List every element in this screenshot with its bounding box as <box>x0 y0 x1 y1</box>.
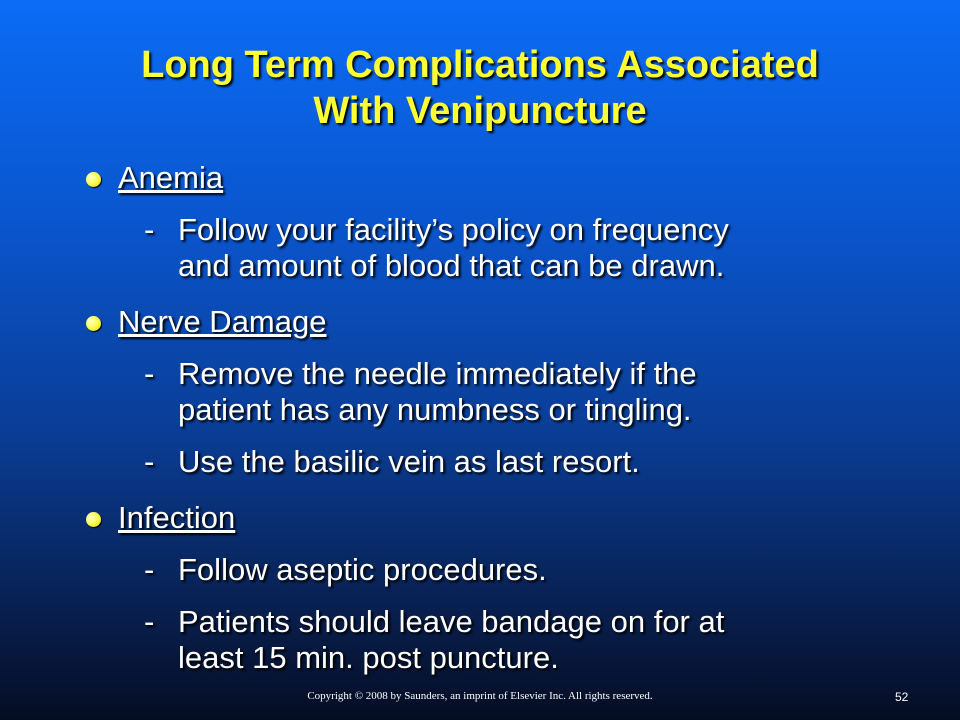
title-line-2: With Venipuncture <box>313 90 647 132</box>
dash-marker: - <box>144 212 155 247</box>
sub-item-line: Follow your facility’s policy on frequency <box>178 212 729 247</box>
bullet-heading: Anemia <box>118 160 224 195</box>
sub-item-line: Follow aseptic procedures. <box>178 552 547 587</box>
dash-marker: - <box>144 604 155 639</box>
bullet-heading: Nerve Damage <box>118 304 327 339</box>
page-number: 52 <box>895 690 909 704</box>
sub-item <box>80 212 900 284</box>
bullet-dot-icon <box>86 172 101 187</box>
dash-marker: - <box>144 356 155 391</box>
bullet-nerve-damage <box>80 304 900 340</box>
sub-item-line: and amount of blood that can be drawn. <box>178 248 725 283</box>
copyright-notice: Copyright © 2008 by Saunders, an imprint of Elsevier Inc. All rights reserved. <box>307 690 653 702</box>
sub-item <box>80 356 900 428</box>
slide-title <box>60 42 900 134</box>
bullet-heading: Infection <box>118 500 236 535</box>
bullet-list <box>80 160 900 676</box>
dash-marker: - <box>144 444 155 479</box>
bullet-anemia <box>80 160 900 196</box>
sub-item-line: patient has any numbness or tingling. <box>178 392 692 427</box>
title-line-1: Long Term Complications Associated <box>141 44 819 86</box>
sub-item <box>80 604 900 676</box>
sub-item <box>80 552 900 588</box>
bullet-infection <box>80 500 900 536</box>
sub-item-line: Patients should leave bandage on for at <box>178 604 725 639</box>
dash-marker: - <box>144 552 155 587</box>
sub-item-line: least 15 min. post puncture. <box>178 640 559 675</box>
sub-item <box>80 444 900 480</box>
bullet-dot-icon <box>86 512 101 527</box>
sub-item-line: Remove the needle immediately if the <box>178 356 697 391</box>
bullet-dot-icon <box>86 316 101 331</box>
sub-item-line: Use the basilic vein as last resort. <box>178 444 640 479</box>
